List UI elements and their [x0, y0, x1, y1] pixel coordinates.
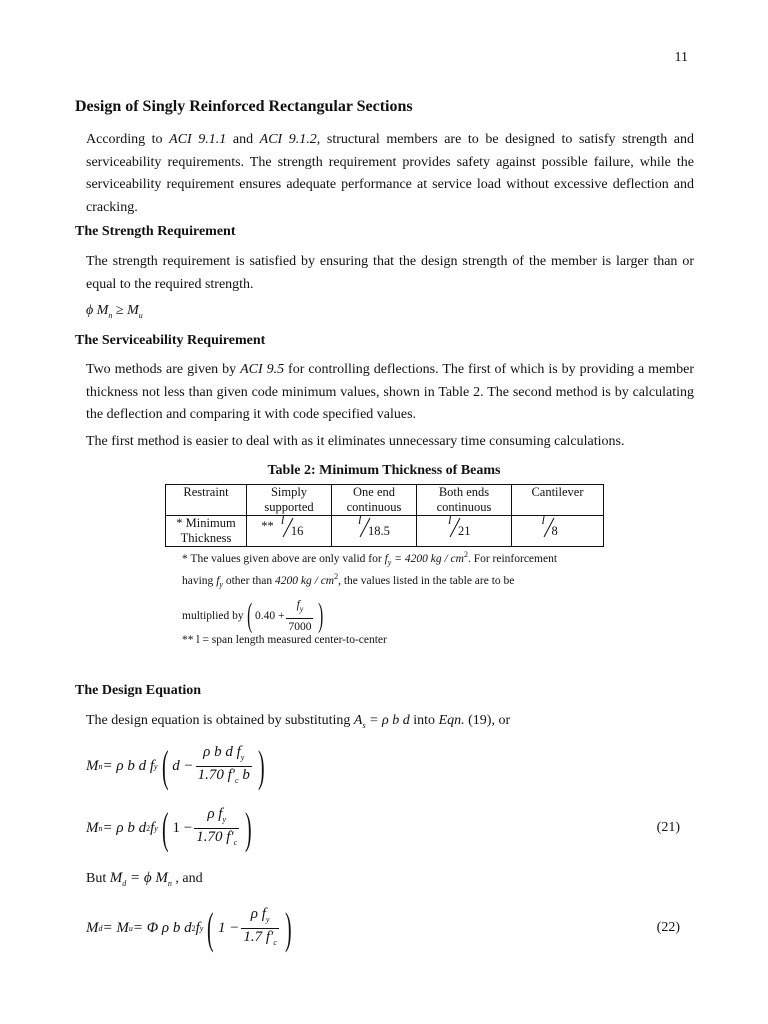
min-thickness-table — [165, 484, 604, 547]
table-header: Cantilever — [512, 485, 604, 516]
table-header-row — [166, 485, 604, 516]
table-cell: l 18.5 — [332, 516, 417, 547]
equation-20: M n = ρ b d f y ( d − $\frac{\rho b d f_y}{1.70 f'_c b}$ ) — [86, 741, 265, 791]
table-note-2: having $f_y$ other than 4200 kg / $cm^2$, the values listed in the table are to be — [182, 572, 515, 590]
table-header: Restraint — [166, 485, 247, 516]
equation-21-number: (21) — [656, 820, 680, 835]
table-header: Simply supported — [247, 485, 332, 516]
table-note-1: * The values given above are only valid for $f_y = 4200$ kg / $cm^2$. For reinforcement — [182, 550, 558, 568]
design-heading: The Design Equation — [75, 683, 202, 698]
table-row — [166, 516, 604, 547]
equation-22-number: (22) — [656, 920, 680, 935]
table-cell: l 21 — [417, 516, 512, 547]
table-header: One end continuous — [332, 485, 417, 516]
page-number: 11 — [674, 50, 688, 65]
but-line: But $M_d = \phi$ $M_n$ , and — [86, 870, 203, 888]
equation-21: M n = ρ b d 2 f y ( 1 − $\frac{\rho f_y}{1.70 f'_c}$ ) — [86, 803, 252, 853]
strength-paragraph: The strength requirement is satisfied by ensuring that the design strength of the member is larger than or equal to the required strength. — [86, 254, 694, 292]
serviceability-heading: The Serviceability Requirement — [75, 333, 266, 348]
equation-22: M d = M u = Φ ρ b d 2 f y ( 1 − $\frac{\rho f_y}{1.7 f'_c}$ ) — [86, 903, 292, 953]
serviceability-paragraph: Two methods are given by ACI 9.5 for controlling deflections. The first of which is by providing a member thickness not less than given code minimum values, shown in Table 2. The second method is by calculating the deflection and comparing it with code specified values. — [86, 362, 694, 422]
table-cell: ** l 16 — [247, 516, 332, 547]
table-caption: Table 2: Minimum Thickness of Beams — [267, 463, 501, 478]
intro-paragraph: According to ACI 9.1.1 and ACI 9.1.2, structural members are to be designed to satisfy strength and serviceability requirements. The strength requirement provides safety against possible failure, while the serviceability requirement ensures adequate performance at service load without excessive deflection and cracking. — [86, 132, 694, 215]
serviceability-paragraph-2: The first method is easier to deal with as it eliminates unnecessary time consuming calculations. — [86, 434, 625, 449]
table-cell: l 8 — [512, 516, 604, 547]
table-note-3: multiplied by ( 0.40 + $\frac{f_y}{7000}$ ) — [182, 597, 324, 634]
table-note-4: ** l = span length measured center-to-center — [182, 634, 387, 646]
strength-heading: The Strength Requirement — [75, 224, 236, 239]
section-title: Design of Singly Reinforced Rectangular Sections — [75, 98, 413, 115]
table-header: Both ends continuous — [417, 485, 512, 516]
table-row-label: * Minimum Thickness — [166, 516, 247, 547]
design-paragraph: The design equation is obtained by substituting $A_s = \rho$ b d into Eqn. (19), or — [86, 713, 511, 730]
strength-equation: ϕ $M_n \ge M_u$ — [86, 303, 143, 320]
